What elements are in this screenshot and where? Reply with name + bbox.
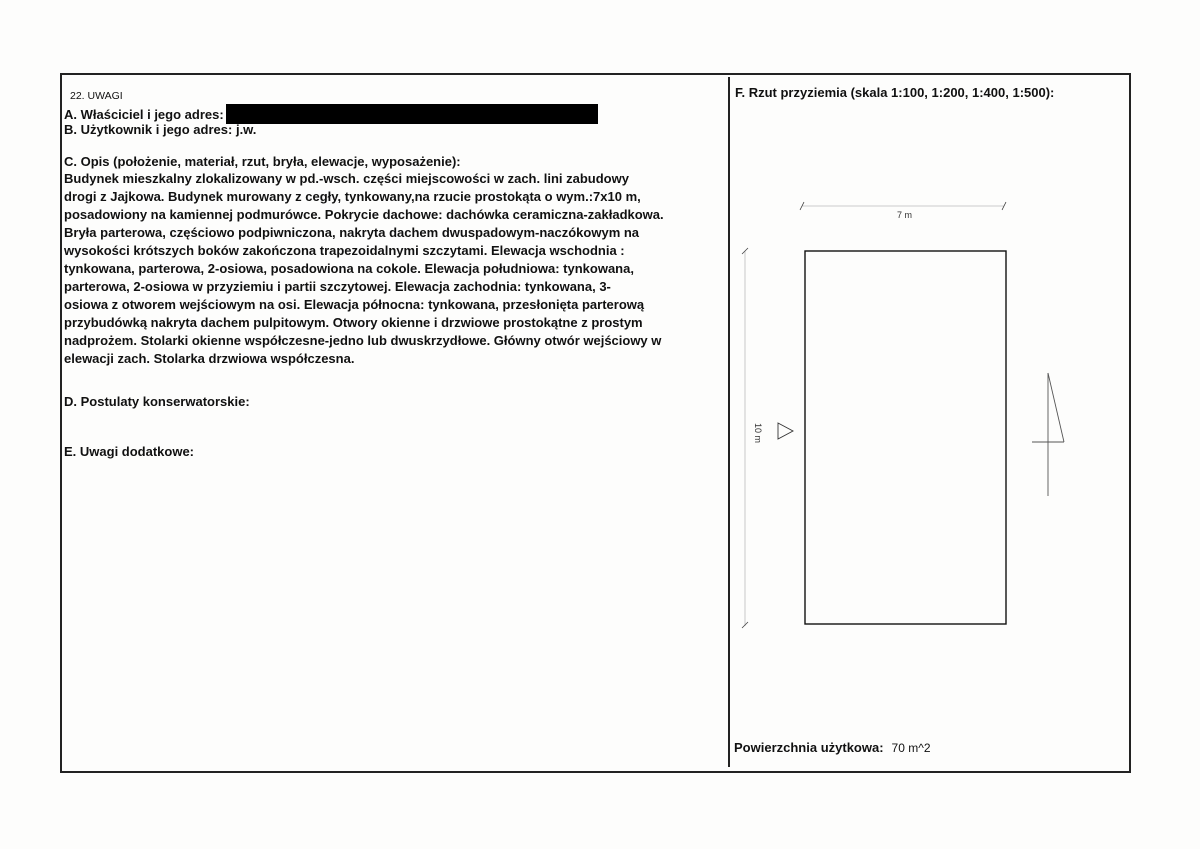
user-label: B. Użytkownik i jego adres: bbox=[64, 122, 233, 137]
north-arrow bbox=[1032, 373, 1064, 496]
description-line: Budynek mieszkalny zlokalizowany w pd.-wsch. części miejscowości w zach. lini zabudowy bbox=[64, 171, 629, 186]
description-line: parterowa, 2-osiowa w przyziemiu i partii szczytowej. Elewacja zachodnia: tynkowana, 3- bbox=[64, 279, 611, 294]
owner-address-redaction bbox=[226, 104, 598, 124]
description-body bbox=[64, 170, 726, 368]
description-line: przybudówką nakryta dachem pulpitowym. Otwory okienne i drzwiowe prostokątne z prostym bbox=[64, 315, 643, 330]
usable-area-row bbox=[734, 740, 931, 755]
length-dimension bbox=[742, 248, 763, 628]
floor-plan-title: F. Rzut przyziemia (skala 1:100, 1:200, 1:400, 1:500): bbox=[735, 85, 1055, 100]
usable-area-label: Powierzchnia użytkowa: bbox=[734, 740, 884, 755]
description-line: drogi z Jajkowa. Budynek murowany z cegły, tynkowany,na rzucie prostokąta o wym.:7x10 m, bbox=[64, 189, 641, 204]
owner-label: A. Właściciel i jego adres: bbox=[64, 107, 224, 122]
description-line: osiowa z otworem wejściowym na osi. Elewacja północna: tynkowana, przesłonięta parterową bbox=[64, 297, 645, 312]
building-outline bbox=[805, 251, 1006, 624]
user-value: j.w. bbox=[235, 122, 257, 137]
owner-row bbox=[64, 104, 598, 124]
remarks-panel bbox=[62, 86, 726, 766]
description-line: tynkowana, parterowa, 2-osiowa, posadowiona na cokole. Elewacja południowa: tynkowana, bbox=[64, 261, 634, 276]
width-dimension bbox=[800, 202, 1006, 220]
width-label: 7 m bbox=[897, 210, 913, 220]
floor-plan-drawing bbox=[730, 78, 1130, 768]
description-line: Bryła parterowa, częściowo podpiwniczona, nakryta dachem dwuspadowym-naczókowym na bbox=[64, 225, 640, 240]
user-row bbox=[64, 122, 256, 137]
conservation-label: D. Postulaty konserwatorskie: bbox=[64, 394, 250, 409]
section-number: 22. UWAGI bbox=[70, 90, 123, 102]
description-line: posadowiony na kamiennej podmurówce. Pokrycie dachowe: dachówka ceramiczna-zakładkowa. bbox=[64, 207, 664, 222]
description-line: wysokości krótszych boków zakończona trapezoidalnymi szczytami. Elewacja wschodnia : bbox=[64, 243, 625, 258]
description-line: elewacji zach. Stolarka drzwiowa współczesna. bbox=[64, 351, 355, 366]
entrance-marker bbox=[778, 423, 793, 439]
description-heading: C. Opis (położenie, materiał, rzut, bryła, elewacje, wyposażenie): bbox=[64, 154, 461, 169]
usable-area-value: 70 m^2 bbox=[891, 741, 931, 755]
description-line: nadprożem. Stolarki okienne współczesne-jedno lub dwuskrzydłowe. Główny otwór wejściowy w bbox=[64, 333, 662, 348]
additional-remarks-label: E. Uwagi dodatkowe: bbox=[64, 444, 195, 459]
length-label: 10 m bbox=[753, 423, 763, 444]
floor-plan-panel bbox=[730, 78, 1130, 768]
